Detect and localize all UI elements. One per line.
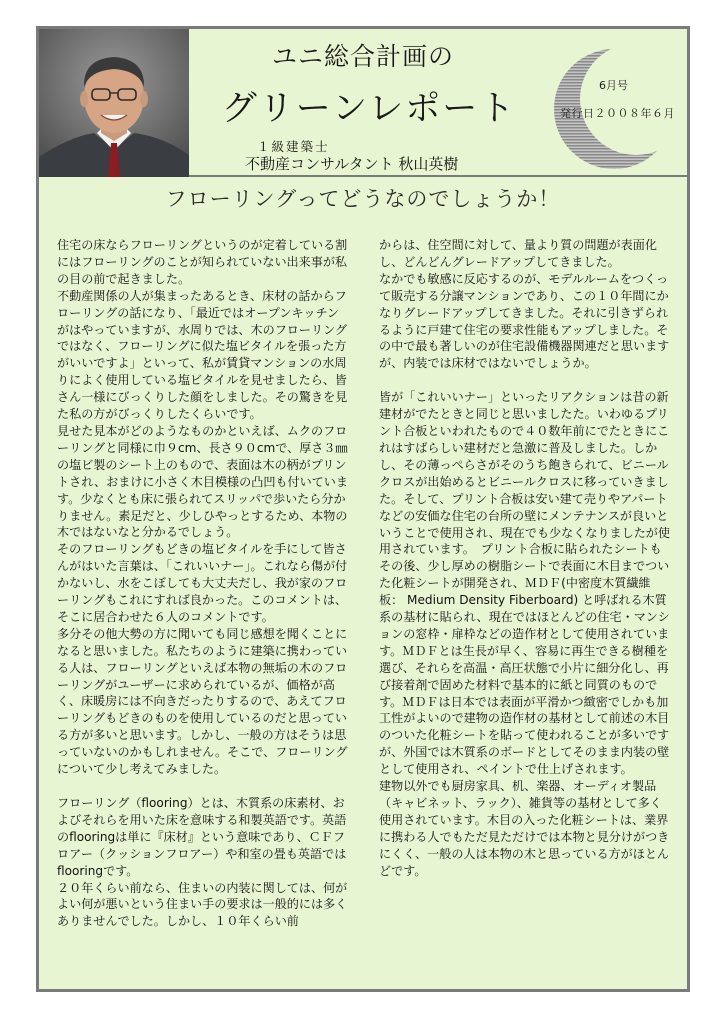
right-paragraph-3: 皆が「これいいナー」といったリアクションは昔の新建材がでたときと同じと思いましたた。いわゆるプリント合板といわれたもので４０数年前にでたときにこれはすばらしい建材だと急激に普及しました。しかし、その薄っぺらさがそのうち飽きられて、ビニールクロスが出始めるとビニールクロスに移っていきました。そして、プリント合板は安い建て売りやアパートなどの安価な住宅の台所の壁にメンテナンスが良いということで使用され、現在でも少なくなりましたが使用されています。 プリント合板に貼られたシートもその後、少し厚めの樹脂シートで表面に木目までついた化粧シートが開発され、ＭＤＦ(中密度木質繊維板： Medium Density Fiberboard) と呼ばれる木質系の基材に貼られ、現在ではほとんどの住宅・マンションの窓枠・扉枠などの造作材として使用されています。ＭＤＦとは生長が早く、容易に再生できる樹種を選び、それらを高温・高圧状態で小片に細分化し、再び接着剤で固めた材料で基本的に紙と同質のものです。ＭＤＦは日本では表面が平滑かつ緻密でしかも加工性がよいので建物の造作材の基材として前述の木目のついた化粧シートを貼って使われることが多いですが、外国では木質系のボードとしてそのまま内装の壁として使用され、ペイントで仕上げされます。 (379, 390, 670, 777)
newsletter-frame (36, 26, 690, 992)
left-paragraph-2: 不動産関係の人が集まったあるとき、床材の話からフローリングの話になり、「最近ではオープンキッチンがはやっていますが、水周りでは、木のフローリングではなく、フローリングに似た塩ビタイルを張った方がいいですよ」といって、私が賃貸マンションの水周りによく使用している塩ビタイルを見せましたら、皆さん一様にびっくりした顔をしました。その驚きを見た私の方がびっくりしたくらいです。 (57, 288, 348, 422)
paragraph-gap (379, 372, 671, 389)
right-paragraph-1: からは、住空間に対して、量より質の問題が表面化し、どんどんグレードアップしてきました。 (379, 238, 657, 269)
paragraph-gap (57, 778, 349, 795)
article-headline: フローリングってどうなのでしょうか！ (165, 187, 561, 211)
article-right-column (379, 237, 671, 880)
issue-date: 発行日２００８年６月 (560, 107, 675, 120)
issue-month: 6月号 (599, 79, 628, 92)
left-paragraph-3: 見せた見本がどのようなものかといえば、ムクのフローリングと同様に巾９cm、長さ９０cmで、厚さ３㎜の塩ビ製のシート上のもので、表面は木の柄がプリントされ、おまけに小さく木目模様の凸凹も付いています。少なくとも床に張られてスリッパで歩いたら分かりません。素足だと、少しひやっとするため、本物の木ではないなと分かるでしょう。 (57, 423, 348, 540)
newsletter-header (39, 29, 687, 177)
author-role: 不動産コンサルタント 秋山英樹 (245, 155, 459, 173)
left-paragraph-7: ２０年くらい前なら、住まいの内装に関しては、何がよい何が悪いという住まい手の要求は一般的には多くありませんでした。しかし、１０年くらい前 (57, 880, 348, 929)
article-left-column (57, 237, 349, 930)
author-portrait-icon (39, 29, 189, 177)
left-paragraph-5: 多分その他大勢の方に聞いても同じ感想を聞くことになると思いました。私たちのように建築に携わっている人は、フローリングといえば本物の無垢の木のフローリングがユーザーに求められているが、価格が高く、床暖房には不向きだったりするので、あえてフローリングもどきのものを使用しているのだと思っている方が多いと思います。しかし、一般の方はそうは思っていないのかもしれません。そこで、フローリングについて少し考えてみました。 (57, 626, 348, 777)
left-paragraph-6: フローリング（flooring）とは、木質系の床素材、およびそれらを用いた床を意味する和製英語です。英語のflooringは単に『床材』という意味であり、ＣＦフロアー（クッションフロアー）や和室の畳も英語ではflooringです。 (57, 796, 347, 878)
right-paragraph-4: 建物以外でも厨房家具、机、楽器、オーディオ製品（キャビネット、ラック）、雑貨等の基材として多く使用されています。木目の入った化粧シートは、業界に携わる人でもただ見ただけでは本物と見分けがつきにくく、一般の人は本物の木と思っている方がほとんどです。 (379, 779, 670, 878)
right-paragraph-2: なかでも敏感に反応するのが、モデルルームをつくって販売する分譲マンションであり、この１０年間にかなりグレードアップしてきました。それに引きずられるように戸建て住宅の要求性能もアップしました。その中で最も著しいのが住宅設備機器関連だと思いますが、内装では床材ではないでしょうか。 (379, 271, 670, 371)
newsletter-title-line1: ユニ総合計画の (271, 42, 454, 71)
author-photo (39, 29, 189, 177)
newsletter-title-line2: グリーンレポート (221, 89, 517, 129)
left-paragraph-4: そのフローリングもどきの塩ビタイルを手にして皆さんがはいた言葉は、「これいいナー」。これなら傷が付かないし、水をこぼしても大丈夫だし、我が家のフローリングもこれにすれば良かった。このコメントは、そこに居合わせた６人のコメントです。 (57, 542, 348, 624)
left-paragraph-1: 住宅の床ならフローリングというのが定着している割にはフローリングのことが知られていない出来事が私の目の前で起きました。 (57, 238, 348, 286)
author-credential: １級建築士 (257, 139, 330, 154)
